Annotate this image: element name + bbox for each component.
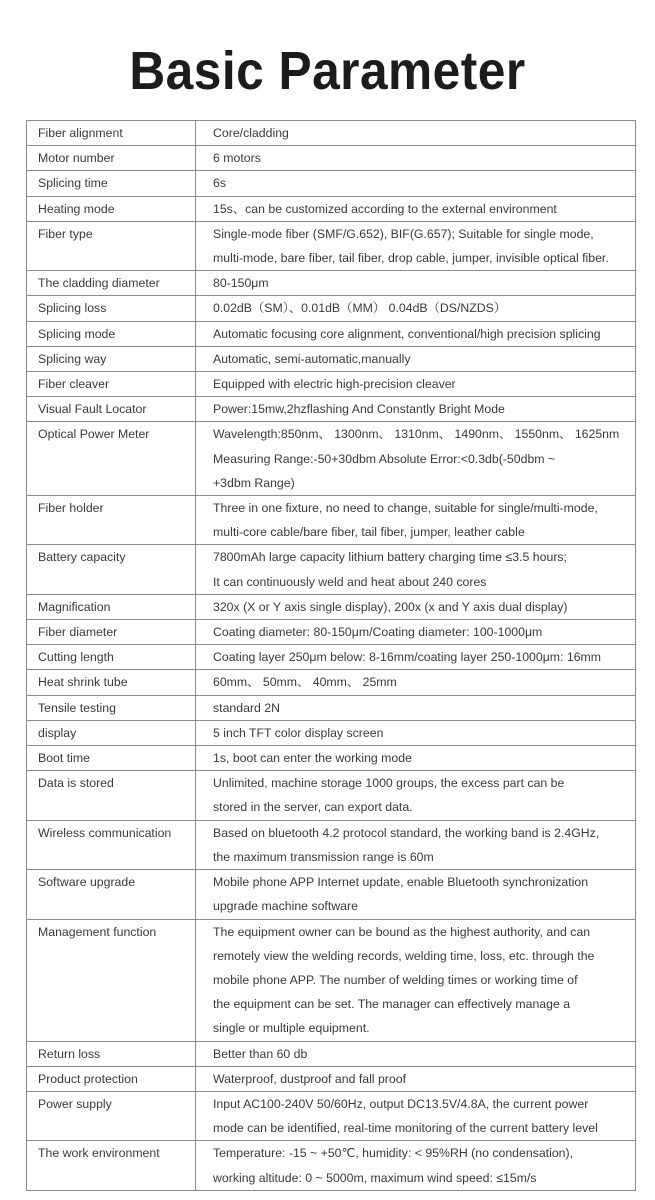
parameter-value [196, 196, 636, 221]
parameter-name: Magnification [27, 594, 196, 619]
table-row [27, 221, 636, 270]
parameter-name: Data is stored [27, 771, 196, 820]
table-row [27, 1066, 636, 1091]
parameter-name: Fiber cleaver [27, 372, 196, 397]
table-row [27, 594, 636, 619]
parameter-value-line: upgrade machine software [213, 899, 358, 914]
parameter-value-line: Three in one fixture, no need to change, suitable for single/multi-mode, [213, 501, 598, 516]
parameter-value-line: 80-150μm [213, 276, 269, 291]
parameter-name: Product protection [27, 1066, 196, 1091]
parameter-value-line: mode can be identified, real-time monitoring of the current battery level [213, 1121, 598, 1136]
parameter-name: Wireless communication [27, 820, 196, 869]
parameter-value [196, 1041, 636, 1066]
table-row [27, 771, 636, 820]
table-row [27, 1141, 636, 1190]
page-title: Basic Parameter [129, 41, 526, 101]
parameter-value [196, 422, 636, 496]
parameter-value-line: Input AC100-240V 50/60Hz, output DC13.5V/4.8A, the current power [213, 1096, 589, 1111]
parameter-value [196, 121, 636, 146]
parameter-value-line: Wavelength:850nm、 1300nm、 1310nm、 1490nm、 1550nm、 1625nm [213, 427, 620, 442]
parameter-value [196, 720, 636, 745]
parameter-value-line: Automatic focusing core alignment, conventional/high precision splicing [213, 326, 601, 341]
table-row [27, 746, 636, 771]
parameter-value [196, 746, 636, 771]
parameter-value-line: 0.02dB（SM）、0.01dB（MM） 0.04dB（DS/NZDS） [213, 301, 507, 316]
parameter-value [196, 620, 636, 645]
parameter-name: Power supply [27, 1091, 196, 1140]
parameter-value [196, 545, 636, 594]
parameter-value-line: 320x (X or Y axis single display), 200x (x and Y axis dual display) [213, 599, 568, 614]
table-row [27, 720, 636, 745]
parameter-value [196, 870, 636, 919]
table-row [27, 196, 636, 221]
table-row [27, 545, 636, 594]
parameter-value-line: Waterproof, dustproof and fall proof [213, 1071, 406, 1086]
table-row [27, 1091, 636, 1140]
table-row [27, 271, 636, 296]
parameter-name: Motor number [27, 146, 196, 171]
parameter-value-line: It can continuously weld and heat about 240 cores [213, 574, 487, 589]
parameter-name: Fiber diameter [27, 620, 196, 645]
parameter-value [196, 820, 636, 869]
parameter-value-line: Mobile phone APP Internet update, enable Bluetooth synchronization [213, 875, 589, 890]
parameter-name: Return loss [27, 1041, 196, 1066]
parameter-value [196, 594, 636, 619]
parameter-name: Fiber type [27, 221, 196, 270]
parameter-value-line: stored in the server, can export data. [213, 800, 413, 815]
table-row [27, 1041, 636, 1066]
table-row [27, 496, 636, 545]
parameter-value-line: 7800mAh large capacity lithium battery charging time ≤3.5 hours; [213, 550, 567, 565]
parameter-value-line: Coating layer 250μm below: 8-16mm/coating layer 250-1000μm: 16mm [213, 650, 602, 665]
parameter-value-line: The equipment owner can be bound as the highest authority, and can [213, 924, 591, 939]
parameter-value-line: 1s, boot can enter the working mode [213, 751, 412, 766]
parameter-name: Heating mode [27, 196, 196, 221]
parameter-value [196, 397, 636, 422]
parameter-name: Tensile testing [27, 695, 196, 720]
parameter-name: Splicing mode [27, 321, 196, 346]
parameter-value-line: remotely view the welding records, welding time, loss, etc. through the [213, 948, 595, 963]
table-row [27, 919, 636, 1041]
parameter-value-line: the equipment can be set. The manager can effectively manage a [213, 997, 571, 1012]
parameter-value-line: 6s [213, 176, 226, 191]
parameter-name: The cladding diameter [27, 271, 196, 296]
parameter-name: Visual Fault Locator [27, 397, 196, 422]
table-row [27, 645, 636, 670]
parameter-value [196, 221, 636, 270]
parameter-value [196, 321, 636, 346]
parameter-value-line: the maximum transmission range is 60m [213, 849, 434, 864]
parameter-value [196, 1141, 636, 1190]
parameter-value-line: Equipped with electric high-precision cleaver [213, 377, 456, 392]
parameter-value-line: Unlimited, machine storage 1000 groups, the excess part can be [213, 776, 565, 791]
parameter-value-line: multi-mode, bare fiber, tail fiber, drop cable, jumper, invisible optical fiber. [213, 251, 609, 266]
parameter-value-line: Core/cladding [213, 126, 289, 140]
parameter-value [196, 271, 636, 296]
table-row [27, 695, 636, 720]
table-row [27, 422, 636, 496]
parameter-value-line: Measuring Range:-50+30dbm Absolute Error:<0.3db(-50dbm ~ [213, 451, 556, 466]
parameter-value-line: 6 motors [213, 151, 261, 166]
parameter-value-line: mobile phone APP. The number of welding times or working time of [213, 972, 578, 987]
parameter-name: Splicing time [27, 171, 196, 196]
table-row [27, 346, 636, 371]
parameter-value [196, 695, 636, 720]
parameter-name: Cutting length [27, 645, 196, 670]
parameter-name: The work environment [27, 1141, 196, 1190]
parameter-value-line: Based on bluetooth 4.2 protocol standard, the working band is 2.4GHz, [213, 825, 600, 840]
parameter-value-line: Single-mode fiber (SMF/G.652), BIF(G.657); Suitable for single mode, [213, 226, 594, 241]
table-row [27, 321, 636, 346]
parameter-name: Optical Power Meter [27, 422, 196, 496]
table-row [27, 397, 636, 422]
parameter-name: Splicing loss [27, 296, 196, 321]
table-row [27, 870, 636, 919]
parameter-value [196, 372, 636, 397]
parameter-value-line: single or multiple equipment. [213, 1021, 370, 1036]
parameter-value-line: 60mm、 50mm、 40mm、 25mm [213, 675, 397, 690]
parameter-value [196, 496, 636, 545]
parameter-value-line: 15s、can be customized according to the external environment [213, 201, 557, 216]
parameter-name: Fiber alignment [27, 121, 196, 146]
parameter-value-line: standard 2N [213, 700, 280, 715]
parameter-value-line: Coating diameter: 80-150μm/Coating diameter: 100-1000μm [213, 625, 543, 640]
parameter-value [196, 670, 636, 695]
table-row [27, 171, 636, 196]
parameter-name: Battery capacity [27, 545, 196, 594]
parameter-name: Software upgrade [27, 870, 196, 919]
parameter-value-line: working altitude: 0 ~ 5000m, maximum wind speed: ≤15m/s [213, 1170, 537, 1185]
parameter-value [196, 919, 636, 1041]
parameter-value [196, 171, 636, 196]
parameter-name: display [27, 720, 196, 745]
table-row [27, 121, 636, 146]
table-row [27, 620, 636, 645]
parameter-value [196, 1091, 636, 1140]
parameter-value-line: +3dbm Range) [213, 475, 295, 490]
parameter-value [196, 346, 636, 371]
parameter-name: Fiber holder [27, 496, 196, 545]
parameter-value-line: multi-core cable/bare fiber, tail fiber, jumper, leather cable [213, 525, 525, 540]
parameter-value [196, 146, 636, 171]
parameter-name: Boot time [27, 746, 196, 771]
parameter-table [26, 120, 636, 1191]
table-row [27, 372, 636, 397]
table-row [27, 820, 636, 869]
parameter-value-line: Automatic, semi-automatic,manually [213, 351, 411, 366]
parameter-name: Splicing way [27, 346, 196, 371]
parameter-value [196, 645, 636, 670]
parameter-value-line: Temperature: -15 ~ +50℃, humidity: < 95%RH (no condensation), [213, 1146, 574, 1161]
table-row [27, 146, 636, 171]
table-row [27, 296, 636, 321]
parameter-name: Management function [27, 919, 196, 1041]
table-row [27, 670, 636, 695]
parameter-name: Heat shrink tube [27, 670, 196, 695]
parameter-value [196, 771, 636, 820]
parameter-value-line: 5 inch TFT color display screen [213, 725, 384, 740]
parameter-value [196, 296, 636, 321]
parameter-value [196, 1066, 636, 1091]
parameter-value-line: Better than 60 db [213, 1046, 308, 1061]
parameter-value-line: Power:15mw,2hzflashing And Constantly Bright Mode [213, 402, 505, 417]
